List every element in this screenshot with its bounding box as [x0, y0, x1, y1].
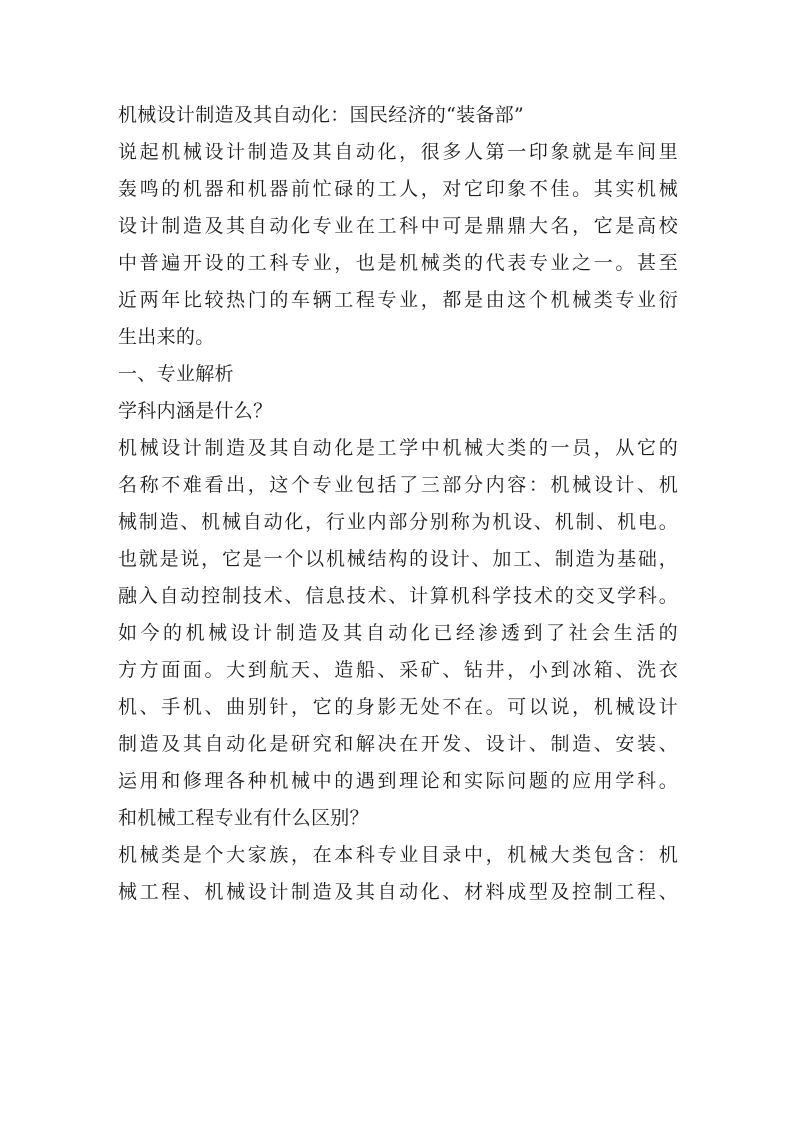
section-heading: 一、专业解析: [118, 363, 234, 385]
paragraph-line: 机械类是个大家族，在本科专业目录中，机械大类包含：机: [118, 844, 678, 866]
paragraph-line: 名称不难看出，这个专业包括了三部分内容：机械设计、机: [118, 474, 678, 496]
paragraph-line: 械制造、机械自动化，行业内部分别称为机设、机制、机电。: [118, 511, 678, 533]
paragraph-line: 械工程、机械设计制造及其自动化、材料成型及控制工程、: [118, 881, 678, 903]
paragraph-line: 机械设计制造及其自动化是工学中机械大类的一员，从它的: [118, 437, 678, 459]
paragraph-line: 轰鸣的机器和机器前忙碌的工人，对它印象不佳。其实机械: [118, 178, 678, 200]
question-heading: 和机械工程专业有什么区别？: [118, 807, 369, 829]
paragraph-line: 近两年比较热门的车辆工程专业，都是由这个机械类专业衍: [118, 289, 678, 311]
paragraph-line: 也就是说，它是一个以机械结构的设计、加工、制造为基础，: [118, 548, 678, 570]
paragraph-line: 中普遍开设的工科专业，也是机械类的代表专业之一。甚至: [118, 252, 678, 274]
paragraph-line: 融入自动控制技术、信息技术、计算机科学技术的交叉学科。: [118, 585, 678, 607]
paragraph-line: 设计制造及其自动化专业在工科中可是鼎鼎大名，它是高校: [118, 215, 678, 237]
paragraph-line: 方方面面。大到航天、造船、采矿、钻井，小到冰箱、洗衣: [118, 659, 678, 681]
document-title: 机械设计制造及其自动化：国民经济的“装备部”: [118, 104, 525, 126]
document-body: [118, 97, 678, 911]
paragraph-line: 制造及其自动化是研究和解决在开发、设计、制造、安装、: [118, 733, 678, 755]
paragraph-line: 机、手机、曲别针，它的身影无处不在。可以说，机械设计: [118, 696, 678, 718]
paragraph-line: 生出来的。: [118, 326, 215, 348]
paragraph-line: 运用和修理各种机械中的遇到理论和实际问题的应用学科。: [118, 770, 678, 792]
question-heading: 学科内涵是什么？: [118, 400, 273, 422]
paragraph-line: 说起机械设计制造及其自动化，很多人第一印象就是车间里: [118, 141, 678, 163]
paragraph-line: 如今的机械设计制造及其自动化已经渗透到了社会生活的: [118, 622, 678, 644]
